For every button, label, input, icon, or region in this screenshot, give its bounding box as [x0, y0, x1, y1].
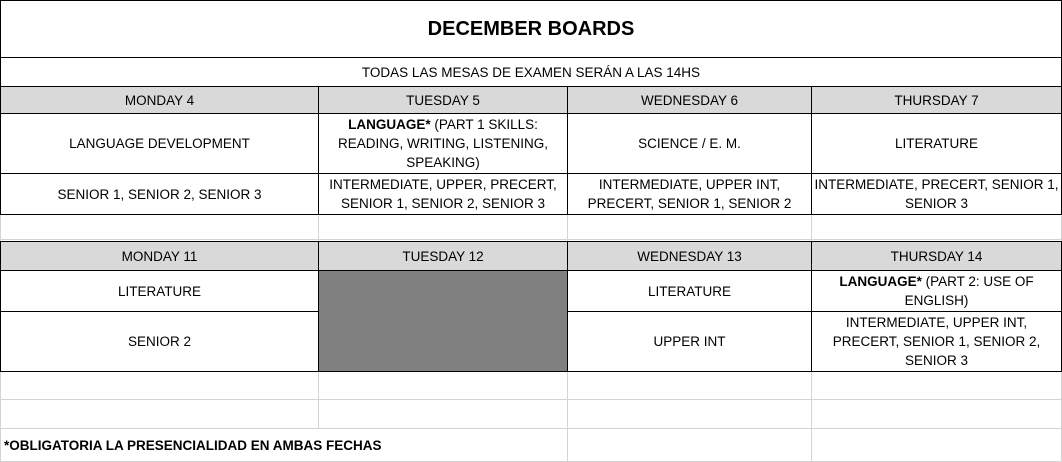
- subject-cell: LITERATURE: [567, 270, 812, 312]
- levels-cell: SENIOR 2: [0, 311, 319, 372]
- blocked-cell: [318, 270, 568, 372]
- day-header: THURSDAY 14: [811, 241, 1062, 271]
- subject-bold: LANGUAGE*: [348, 117, 431, 132]
- day-header: MONDAY 11: [0, 241, 319, 271]
- gridline: [0, 239, 1062, 240]
- gridline: [318, 371, 319, 428]
- gridline: [567, 371, 568, 462]
- levels-cell: INTERMEDIATE, PRECERT, SENIOR 1, SENIOR 3: [811, 173, 1062, 215]
- gridline: [318, 214, 319, 241]
- subject-cell: LANGUAGE DEVELOPMENT: [0, 113, 319, 174]
- subject-detail: (PART 2: USE OF ENGLISH): [904, 274, 1034, 308]
- subject-detail: (PART 1 SKILLS: READING, WRITING, LISTENING, SPEAKING): [337, 117, 548, 170]
- subject-cell: [811, 270, 1062, 312]
- gridline: [811, 371, 812, 462]
- day-header: WEDNESDAY 13: [567, 241, 812, 271]
- gridline: [811, 214, 812, 241]
- subject-bold: LANGUAGE*: [839, 274, 922, 289]
- levels-cell: UPPER INT: [567, 311, 812, 372]
- day-header: THURSDAY 7: [811, 86, 1062, 114]
- day-header: MONDAY 4: [0, 86, 319, 114]
- levels-cell: INTERMEDIATE, UPPER, PRECERT, SENIOR 1, SENIOR 2, SENIOR 3: [318, 173, 568, 215]
- subject-cell: LITERATURE: [0, 270, 319, 312]
- gridline: [567, 214, 568, 241]
- day-header: TUESDAY 5: [318, 86, 568, 114]
- levels-cell: SENIOR 1, SENIOR 2, SENIOR 3: [0, 173, 319, 215]
- subject-cell: LITERATURE: [811, 113, 1062, 174]
- footnote: *OBLIGATORIA LA PRESENCIALIDAD EN AMBAS FECHAS: [4, 437, 382, 453]
- levels-cell: INTERMEDIATE, UPPER INT, PRECERT, SENIOR 1, SENIOR 2: [567, 173, 812, 215]
- page-title: DECEMBER BOARDS: [0, 0, 1062, 58]
- day-header: WEDNESDAY 6: [567, 86, 812, 114]
- day-header: TUESDAY 12: [318, 241, 568, 271]
- gridline: [0, 399, 1062, 400]
- subject-cell: SCIENCE / E. M.: [567, 113, 812, 174]
- subject-cell: [318, 113, 568, 174]
- levels-cell: INTERMEDIATE, UPPER INT, PRECERT, SENIOR 1, SENIOR 2, SENIOR 3: [811, 311, 1062, 372]
- subtitle: TODAS LAS MESAS DE EXAMEN SERÁN A LAS 14HS: [0, 58, 1062, 86]
